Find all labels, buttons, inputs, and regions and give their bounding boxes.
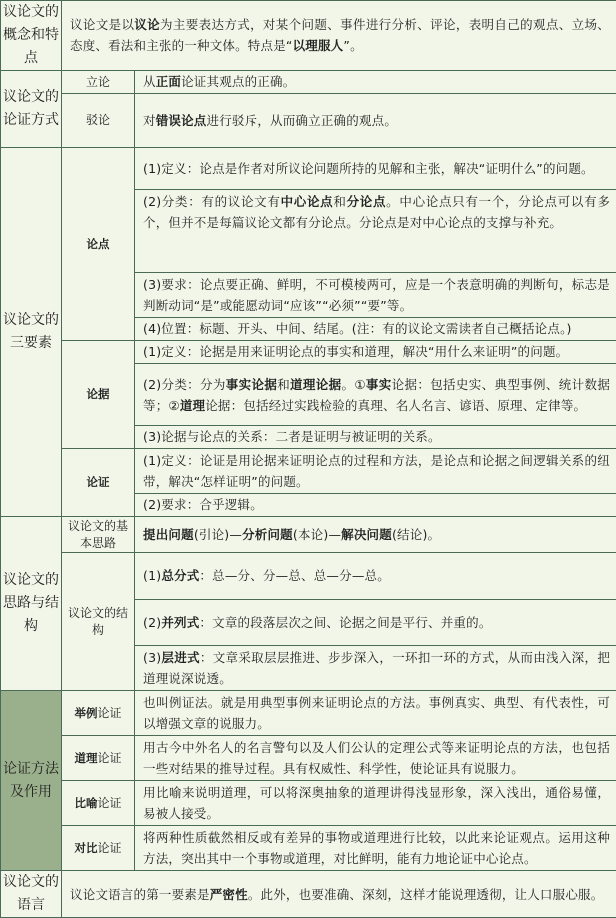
techniques-label: 论证方法及作用: [1, 691, 62, 871]
tech-name-0: 举例论证: [62, 691, 135, 736]
row-concept: [1, 1, 616, 71]
lundian-def: (1)定义：论点是作者对所议论问题所持的见解和主张，解决“证明什么”的问题。: [135, 148, 616, 190]
row-tech-1: [1, 736, 616, 781]
row-method-li: [1, 71, 616, 94]
concept-text: 议论文是以议论为主要表达方式，对某个问题、事件进行分析、评论，表明自己的观点、立场、态度、看法和主张的一种文体。特点是“以理服人”。: [62, 1, 616, 71]
lunzheng-label: 论证: [62, 449, 135, 517]
row-lunju-def: [1, 341, 616, 364]
row-tech-3: [1, 826, 616, 871]
struct-s2: (2)并列式：文章的段落层次之间、论据之间是平行、并重的。: [135, 600, 616, 646]
lunzheng-req: (2)要求：合乎逻辑。: [135, 494, 616, 517]
lunju-rel: (3)论据与论点的关系：二者是证明与被证明的关系。: [135, 426, 616, 449]
lundian-cls: (2)分类：有的议论文有中心论点和分论点。中心论点只有一个，分论点可以有多个，但并不是每篇议论文都有分论点。分论点是对中心论点的支撑与补充。: [135, 190, 616, 273]
li-label: 立论: [62, 71, 135, 94]
li-text: 从正面论证其观点的正确。: [135, 71, 616, 94]
concept-label: 议论文的概念和特点: [1, 1, 62, 71]
language-text: 议论文语言的第一要素是严密性。此外，也要准确、深刻，这样才能说理透彻，让人口服心服。: [62, 871, 616, 918]
row-language: [1, 871, 616, 918]
structure-label: 议论文的思路与结构: [1, 517, 62, 691]
lundian-pos: (4)位置：标题、开头、中间、结尾。(注：有的议论文需读者自己概括论点。): [135, 318, 616, 341]
tech-name-3: 对比论证: [62, 826, 135, 871]
lundian-label: 论点: [62, 148, 135, 341]
row-lundian-def: [1, 148, 616, 190]
struct-label: 议论文的结构: [62, 553, 135, 691]
idea-label: 议论文的基本思路: [62, 517, 135, 553]
bo-text: 对错误论点进行驳斥，从而确立正确的观点。: [135, 94, 616, 148]
lunju-label: 论据: [62, 341, 135, 449]
elements-label: 议论文的三要素: [1, 148, 62, 517]
struct-s3: (3)层进式：文章采取层层推进、步步深入，一环扣一环的方式，从而由浅入深，把道理说深说透。: [135, 646, 616, 691]
tech-text-3: 将两种性质截然相反或有差异的事物或道理进行比较，以此来论证观点。运用这种方法，突出其中一个事物或道理，对比鲜明，能有力地论证中心论点。: [135, 826, 616, 871]
lunzheng-def: (1)定义：论证是用论据来证明论点的过程和方法，是论点和论据之间逻辑关系的纽带，解决“怎样证明”的问题。: [135, 449, 616, 494]
row-method-bo: [1, 94, 616, 148]
lunju-cls: (2)分类：分为事实论据和道理论据。①事实论据：包括史实、典型事例、统计数据等；②道理论据：包括经过实践检验的真理、名人名言、谚语、原理、定律等。: [135, 364, 616, 426]
row-tech-0: [1, 691, 616, 736]
tech-name-1: 道理论证: [62, 736, 135, 781]
tech-text-1: 用古今中外名人的名言警句以及人们公认的定理公式等来证明论点的方法，也包括一些对结果的推导过程。具有权威性、科学性，使论证具有说服力。: [135, 736, 616, 781]
lundian-req: (3)要求：论点要正确、鲜明，不可模棱两可，应是一个表意明确的判断句，标志是判断动词“是”或能愿动词“应该”“必须”“要”等。: [135, 273, 616, 318]
struct-s1: (1)总分式：总—分、分—总、总—分—总。: [135, 553, 616, 600]
tech-text-0: 也叫例证法。就是用典型事例来证明论点的方法。事例真实、典型、有代表性，可以增强文章的说服力。: [135, 691, 616, 736]
row-tech-2: [1, 781, 616, 826]
tech-name-2: 比喻论证: [62, 781, 135, 826]
tech-text-2: 用比喻来说明道理，可以将深奥抽象的道理讲得浅显形象，深入浅出，通俗易懂，易被人接受。: [135, 781, 616, 826]
methods-label: 议论文的论证方式: [1, 71, 62, 148]
bo-label: 驳论: [62, 94, 135, 148]
row-structure-s1: [1, 553, 616, 600]
row-lunzheng-def: [1, 449, 616, 494]
language-label: 议论文的语言: [1, 871, 62, 918]
idea-text: 提出问题(引论)—分析问题(本论)—解决问题(结论)。: [135, 517, 616, 553]
lunju-def: (1)定义：论据是用来证明论点的事实和道理，解决“用什么来证明”的问题。: [135, 341, 616, 364]
row-structure-idea: [1, 517, 616, 553]
